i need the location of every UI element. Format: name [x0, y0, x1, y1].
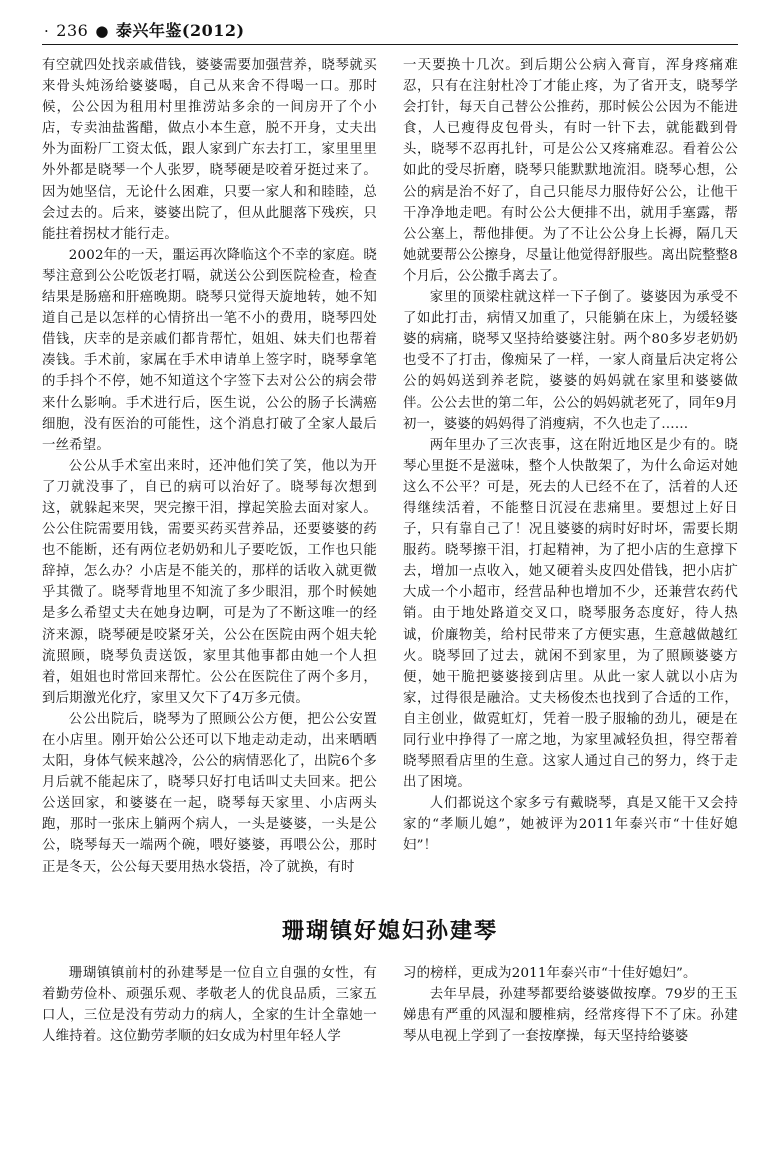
paragraph: 去年早晨，孙建琴都要给婆婆做按摩。79岁的王玉娣患有严重的风湿和腰椎病，经常疼得下不了床。孙建琴从电视上学到了一套按摩操，每天坚持给婆婆: [403, 986, 738, 1044]
article-two-columns: [42, 963, 738, 1047]
header-bullet-right: ●: [95, 22, 109, 40]
paragraph: 公公出院后，晓琴为了照顾公公方便，把公公安置在小店里。刚开始公公还可以下地走动走动，出来晒晒太阳，身体气候来越冷，公公的病情恶化了，出院6个多月后就不能起床了，晓琴只好打电话叫丈夫回来。把公公送回家，和婆婆在一起，晓琴每天家里、小店两头跑，那时一张床上躺两个病人，一头是婆婆，一头是公公，晓琴每天一端两个碗，喂好婆婆，再喂公公，那时正是冬天，公公每天要用热水袋捂，冷了就换，有时: [42, 711, 377, 875]
article-two-left-column: [42, 963, 377, 1047]
paragraph: 2002年的一天，噩运再次降临这个不幸的家庭。晓琴注意到公公吃饭老打嗝，就送公公到医院检查，检查结果是肠癌和肝癌晚期。晓琴只觉得天旋地转，她不知道自己是以怎样的心情挤出一笔不小的费用，晓琴四处借钱，庆幸的是亲戚们都肯帮忙，姐姐、妹夫们也帮着凑钱。手术前，家属在手术申请单上签字时，晓琴拿笔的手抖个不停，她不知道这个字签下去对公公的病会带来什么影响。手术进行后，医生说，公公的肠子长满癌细胞，没有医治的可能性，这个消息打破了全家人最后一丝希望。: [42, 247, 377, 453]
paragraph: 有空就四处找亲戚借钱，婆婆需要加强营养，晓琴就买来骨头炖汤给婆婆喝，自己从来舍不得喝一口。那时候，公公因为租用村里推涝站多余的一间房开了个小店，专卖油盐酱醋，做点小本生意，脱不开身，丈夫出外为面粉厂工资太低，跟人家到广东去打工，家里里里外外都是晓琴一个人张罗，晓琴硬是咬着牙挺过来了。因为她坚信，无论什么困难，只要一家人和和睦睦，总会过去的。后来，婆婆出院了，但从此腿落下残疾，只能拄着拐杖才能行走。: [42, 58, 377, 242]
running-header: [44, 18, 738, 42]
article-one-left-column: [42, 55, 377, 878]
page-number: 236: [56, 21, 89, 40]
paragraph: 家里的顶梁柱就这样一下子倒了。婆婆因为承受不了如此打击，病情又加重了，只能躺在床上，为缓轻婆婆的病痛，晓琴又坚持给婆婆注射。两个80多岁老奶奶也受不了打击，像痴呆了一样，一家人商量后决定将公公的妈妈送到养老院，婆婆的妈妈就在家里和婆婆做伴。公公去世的第二年，公公的妈妈就老死了，同年9月初一，婆婆的妈妈得了消瘦病，不久也走了……: [403, 290, 738, 432]
article-two-title: 珊瑚镇好媳妇孙建琴: [281, 917, 498, 944]
book-title: 泰兴年鉴(2012): [115, 21, 245, 40]
article-separator: [42, 878, 738, 904]
paragraph: 公公从手术室出来时，还冲他们笑了笑，他以为开了刀就没事了，自已的病可以治好了。晓琴每次想到这，就躲起来哭，哭完擦干泪，撑起笑脸去面对家人。公公住院需要用钱，需要买药买营养品，还要婆婆的药也不能断，还有两位老奶奶和儿子要吃饭，工作也只能辞掉，怎么办？小店是不能关的，那样的话收入就更微乎其微了。晓琴背地里不知流了多少眼泪，那个时候她是多么希望丈夫在她身边啊，可是为了不断这唯一的经济来源，晓琴硬是咬紧牙关，公公在医院由两个姐夫轮流照顾，晓琴负责送饭，家里其他事都由她一个人担着，姐姐也时常回来帮忙。公公在医院住了两个多月，到后期激光化疗，家里又欠下了4万多元债。: [42, 458, 377, 706]
paragraph: 两年里办了三次丧事，这在附近地区是少有的。晓琴心里挺不是滋味，整个人快散架了，为什么命运对她这么不公平？可是，死去的人已经不在了，活着的人还得继续活着，不能整日沉浸在悲痛里。要想过上好日子，只有靠自己了！况且婆婆的病时好时坏，需要长期服药。晓琴擦干泪，打起精神，为了把小店的生意撑下去，增加一点收入，她又硬着头皮四处借钱，把小店扩大成一个小超市，经营品种也增加不少，还兼营农药代销。由于地处路道交叉口，晓琴服务态度好，待人热诚，价廉物美，给村民带来了方便实惠，生意越做越红火。晓琴回了过去，就闲不到家里，为了照顾婆婆方便，她干脆把婆婆接到店里。从此一家人就以小店为家，过得很是融洽。丈夫杨俊杰也找到了合适的工作，自主创业，做霓虹灯，凭着一股子服输的劲儿，硬是在同行业中挣得了一席之地，为家里减轻负担，得空帮着晓琴照看店里的生意。这家人通过自己的努力，终于走出了困境。: [403, 437, 738, 791]
article-two: [42, 914, 738, 1047]
paragraph: 珊瑚镇镇前村的孙建琴是一位自立自强的女性，有着勤劳俭朴、顽强乐观、孝敬老人的优良品质，三家五口人，三位是没有劳动力的病人，全家的生计全靠她一人维持着。这位勤劳孝顺的妇女成为村里年轻人学: [42, 965, 377, 1044]
article-one-columns: [42, 55, 738, 878]
header-rule: [42, 44, 738, 45]
paragraph: 人们都说这个家多亏有戴晓琴，真是又能干又会持家的“孝顺儿媳”，她被评为2011年泰兴市“十佳好媳妇”！: [403, 796, 738, 854]
article-two-right-column: [403, 963, 738, 1047]
paragraph: 习的榜样，更成为2011年泰兴市“十佳好媳妇”。: [403, 965, 697, 981]
header-bullet-left: ·: [44, 22, 50, 40]
article-one-right-column: [403, 55, 738, 857]
paragraph: 一天要换十几次。到后期公公病入膏肓，浑身疼痛难忍，只有在注射杜冷丁才能止疼，为了省开支，晓琴学会打针，每天自己替公公推药，那时候公公因为不能进食，人已瘦得皮包骨头，有时一针下去，就能戳到骨头，晓琴不忍再扎针，可是公公又疼痛难忍。看着公公如此的受尽折磨，晓琴只能默默地流泪。晓琴心想，公公的病是治不好了，自己只能尽力服侍好公公，让他干干净净地走吧。有时公公大便排不出，就用手塞露，帮公公塞上，帮他排便。为了不让公公身上长褥，隔几天她就要帮公公擦身，尽量让他觉得舒服些。离出院整整8个月后，公公撒手离去了。: [403, 58, 738, 284]
